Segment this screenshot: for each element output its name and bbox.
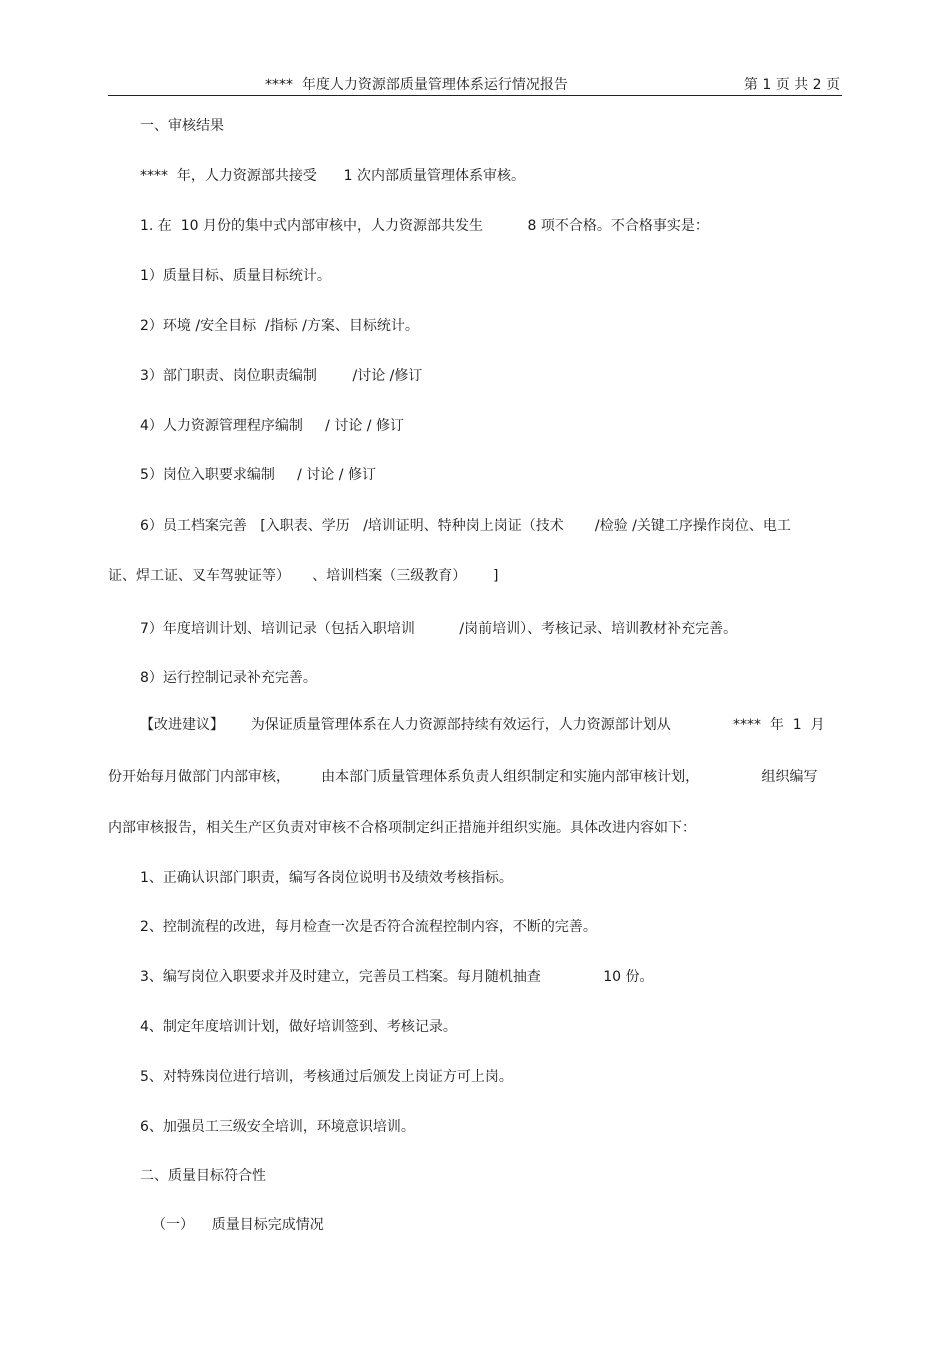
list-item-nonconformity-6-cont: 证、焊工证、叉车驾驶证等） 、培训档案（三级教育） ] (108, 568, 499, 584)
list-item-nonconformity-2: 2）环境 /安全目标 /指标 /方案、目标统计。 (140, 318, 419, 334)
list-item-nonconformity-1: 1）质量目标、质量目标统计。 (140, 268, 331, 284)
list-item-nonconformity-7: 7）年度培训计划、培训记录（包括入职培训 /岗前培训）、考核记录、培训教材补充完善。 (140, 621, 738, 637)
list-item-improvement-3: 3、编写岗位入职要求并及时建立，完善员工档案。每月随机抽查 10 份。 (140, 969, 654, 985)
list-item-nonconformity-5: 5）岗位入职要求编制 / 讨论 / 修订 (140, 467, 376, 483)
paragraph-nonconformity-intro: 1. 在 10 月份的集中式内部审核中，人力资源部共发生 8 项不合格。不合格事实是： (140, 218, 709, 234)
subsection-heading-objective-completion: （一） 质量目标完成情况 (152, 1217, 324, 1233)
section-heading-audit-results: 一、审核结果 (140, 118, 224, 134)
list-item-nonconformity-8: 8）运行控制记录补充完善。 (140, 670, 317, 686)
page-header (108, 72, 842, 94)
page-number: 第 1 页 共 2 页 (743, 77, 840, 93)
list-item-nonconformity-6: 6）员工档案完善 [入职表、学历 /培训证明、特种岗上岗证（技术 /检验 /关键工序操作岗位、电工 (140, 518, 791, 534)
paragraph-improvement-suggestion: 【改进建议】 为保证质量管理体系在人力资源部持续有效运行，人力资源部计划从 **** 年 1 月 (140, 717, 825, 733)
paragraph-improvement-suggestion-cont1: 份开始每月做部门内部审核， 由本部门质量管理体系负责人组织制定和实施内部审核计划， 组织编写 (108, 769, 818, 785)
document-title: **** 年度人力资源部质量管理体系运行情况报告 (265, 77, 568, 93)
list-item-improvement-5: 5、对特殊岗位进行培训，考核通过后颁发上岗证方可上岗。 (140, 1069, 513, 1085)
list-item-improvement-6: 6、加强员工三级安全培训，环境意识培训。 (140, 1119, 415, 1135)
list-item-nonconformity-3: 3）部门职责、岗位职责编制 /讨论 /修订 (140, 368, 423, 384)
list-item-improvement-4: 4、制定年度培训计划，做好培训签到、考核记录。 (140, 1019, 457, 1035)
section-heading-quality-objectives: 二、质量目标符合性 (140, 1168, 266, 1184)
paragraph-audit-count: **** 年，人力资源部共接受 1 次内部质量管理体系审核。 (140, 168, 525, 184)
list-item-improvement-1: 1、正确认识部门职责，编写各岗位说明书及绩效考核指标。 (140, 870, 513, 886)
paragraph-improvement-suggestion-cont2: 内部审核报告，相关生产区负责对审核不合格项制定纠正措施并组织实施。具体改进内容如下： (108, 820, 696, 836)
header-divider (108, 95, 842, 96)
list-item-nonconformity-4: 4）人力资源管理程序编制 / 讨论 / 修订 (140, 418, 404, 434)
list-item-improvement-2: 2、控制流程的改进，每月检查一次是否符合流程控制内容，不断的完善。 (140, 919, 597, 935)
